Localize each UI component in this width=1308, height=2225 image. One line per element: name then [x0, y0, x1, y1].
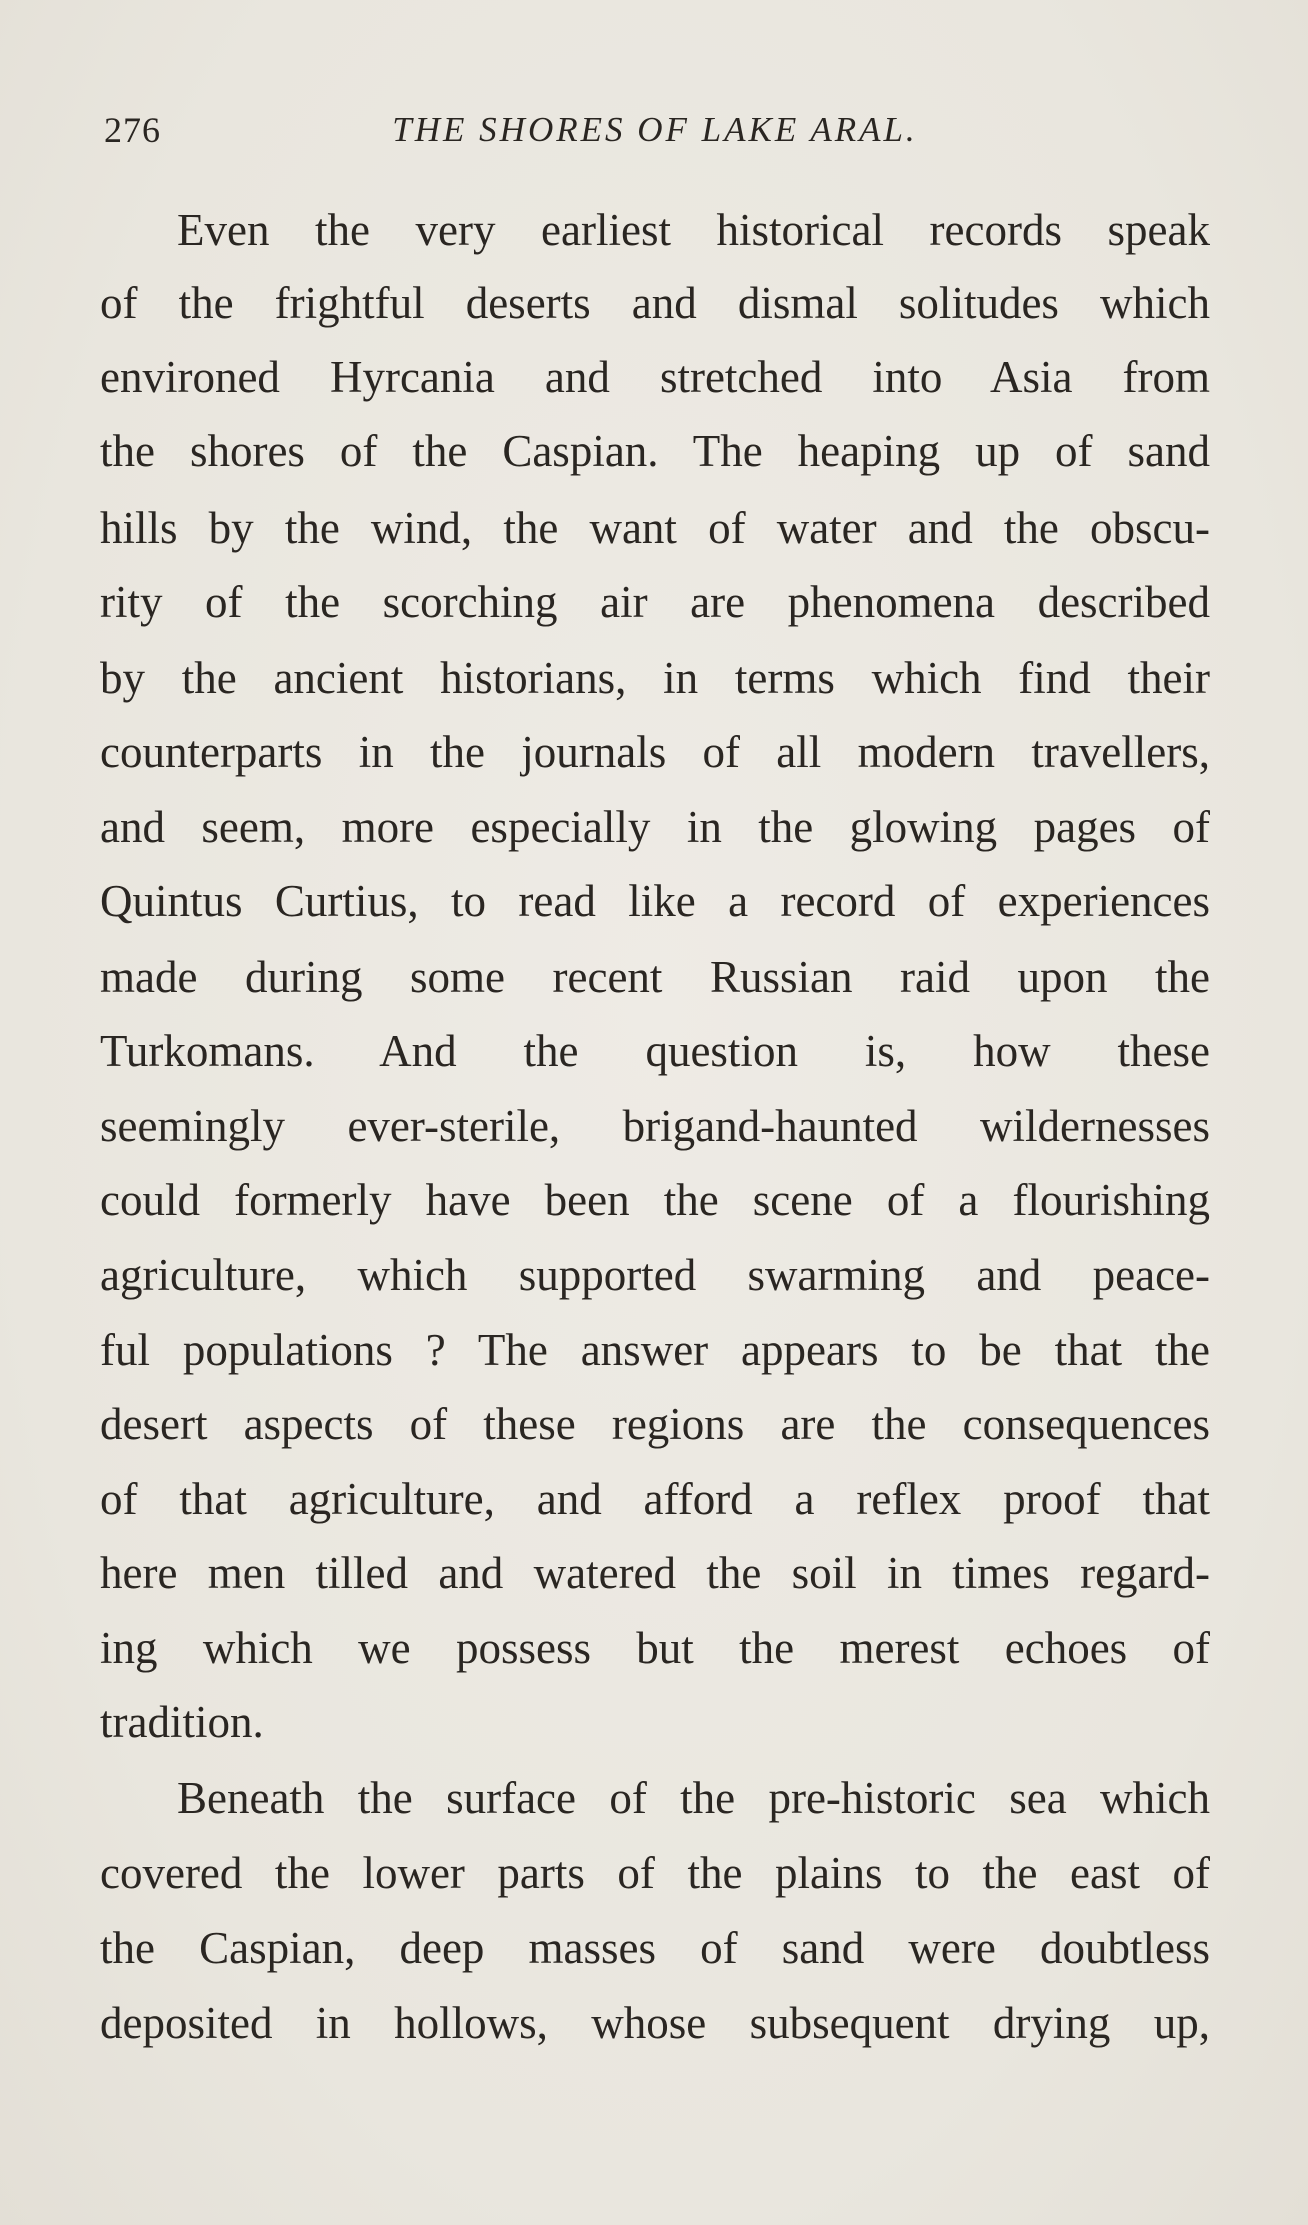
text-line: the shores of the Caspian. The heaping up of sand [100, 426, 1210, 476]
text-line: here men tilled and watered the soil in times regard- [100, 1548, 1210, 1598]
text-line: counterparts in the journals of all modern travellers, [100, 727, 1210, 777]
text-line: ful populations ? The answer appears to be that the [100, 1325, 1210, 1375]
text-line: of that agriculture, and afford a reflex proof that [100, 1474, 1210, 1524]
text-line: hills by the wind, the want of water and the obscu- [100, 503, 1210, 553]
text-line: covered the lower parts of the plains to the east of [100, 1848, 1210, 1898]
text-line: of the frightful deserts and dismal solitudes which [100, 278, 1210, 328]
text-line: Turkomans. And the question is, how these [100, 1026, 1210, 1076]
page-number: 276 [104, 110, 161, 150]
text-line: the Caspian, deep masses of sand were doubtless [100, 1923, 1210, 1973]
text-line: and seem, more especially in the glowing pages of [100, 802, 1210, 852]
page-header [100, 100, 1210, 160]
text-line: made during some recent Russian raid upon the [100, 952, 1210, 1002]
running-title: THE SHORES OF LAKE ARAL. [392, 110, 918, 149]
text-line: Even the very earliest historical records speak [177, 205, 1210, 255]
text-line: Beneath the surface of the pre-historic sea which [177, 1773, 1210, 1823]
text-line: desert aspects of these regions are the consequences [100, 1399, 1210, 1449]
text-line: deposited in hollows, whose subsequent drying up, [100, 1998, 1210, 2048]
text-line: rity of the scorching air are phenomena described [100, 577, 1210, 627]
text-line: ing which we possess but the merest echoes of [100, 1623, 1210, 1673]
text-line: agriculture, which supported swarming and peace- [100, 1250, 1210, 1300]
text-line: seemingly ever-sterile, brigand-haunted wildernesses [100, 1101, 1210, 1151]
text-line: tradition. [100, 1697, 264, 1747]
text-line: environed Hyrcania and stretched into Asia from [100, 352, 1210, 402]
text-line: Quintus Curtius, to read like a record of experiences [100, 876, 1210, 926]
text-line: by the ancient historians, in terms which find their [100, 653, 1210, 703]
text-line: could formerly have been the scene of a flourishing [100, 1175, 1210, 1225]
